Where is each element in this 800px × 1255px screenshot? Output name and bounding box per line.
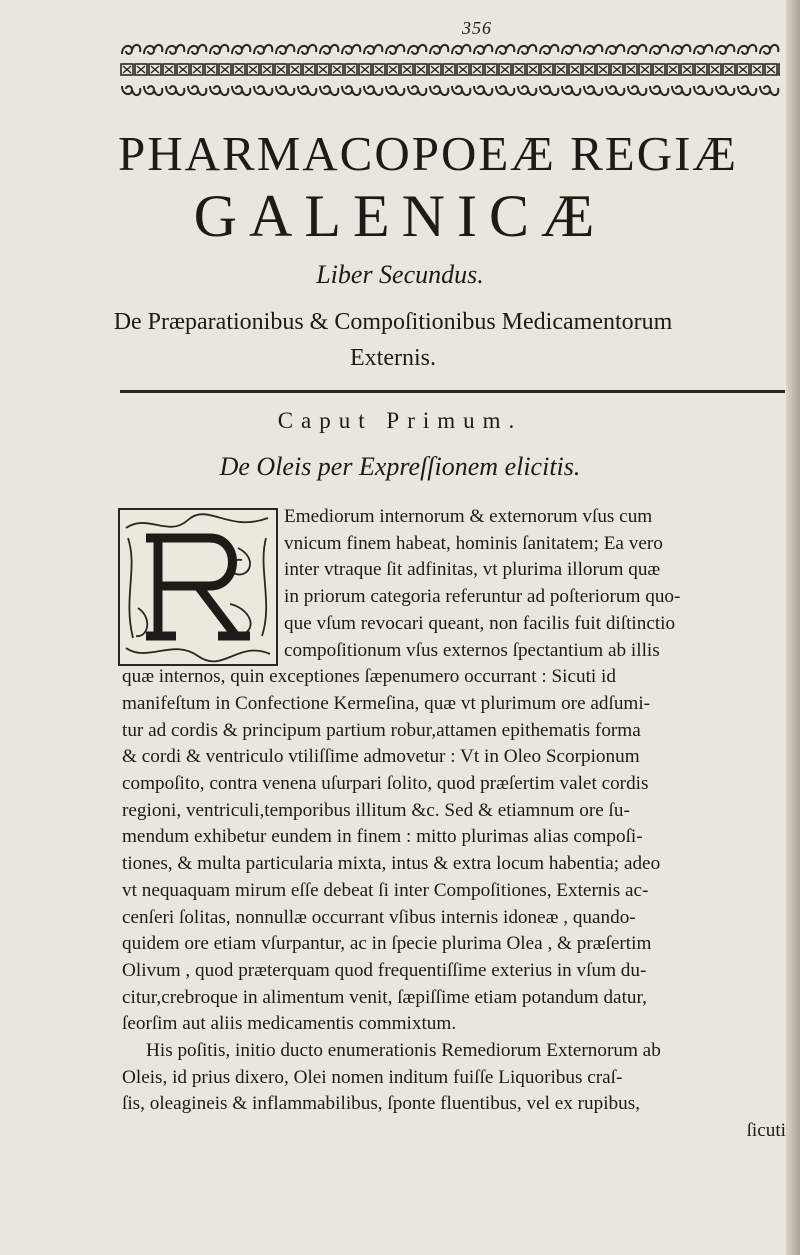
ornament-band-top bbox=[120, 40, 780, 60]
divider-rule bbox=[120, 390, 785, 393]
text-line: compoſito, contra venena uſurpari ſolito, quod præſertim valet cordis bbox=[122, 773, 649, 795]
catchword: ſicuti bbox=[746, 1120, 786, 1142]
text-line: ſeorſim aut aliis medicamentis commixtum. bbox=[122, 1013, 457, 1035]
text-line: ſis, oleagineis & inflammabilibus, ſponte fluentibus, vel ex rupibus, bbox=[122, 1093, 640, 1115]
text-line: & cordi & ventriculo vtiliſſime admovetur : Vt in Oleo Scorpionum bbox=[122, 746, 640, 768]
text-line: compoſitionum vſus externos ſpectantium ab illis bbox=[284, 639, 660, 661]
text-line: tiones, & multa particularia mixta, intus & extra locum habentia; adeo bbox=[122, 853, 661, 875]
title-line-1: PHARMACOPOEÆ REGIÆ bbox=[118, 126, 739, 181]
subtitle-line: Externis. bbox=[350, 345, 436, 371]
body-text bbox=[122, 504, 792, 1145]
ornament-band-bottom bbox=[120, 80, 780, 100]
text-line: Oleis, id prius dixero, Olei nomen inditum fuiſſe Liquoribus craſ- bbox=[122, 1066, 623, 1088]
text-line: tur ad cordis & principum partium robur,attamen epithematis forma bbox=[122, 719, 641, 741]
text-line: inter vtraque ſit adfinitas, vt plurima illorum quæ bbox=[284, 559, 661, 581]
text-line: mendum exhibetur eundem in finem : mitto plurimas alias compoſi- bbox=[122, 826, 643, 848]
ornament-band-middle bbox=[120, 63, 780, 76]
text-line: vt nequaquam mirum eſſe debeat ſi inter Compoſitiones, Externis ac- bbox=[122, 879, 649, 901]
text-line: Emediorum internorum & externorum vſus cum bbox=[284, 506, 653, 527]
text-line: His poſitis, initio ducto enumerationis Remediorum Externorum ab bbox=[146, 1040, 661, 1062]
title-line-2: GALENICÆ bbox=[193, 183, 607, 249]
chapter-heading: De Oleis per Expreſſionem elicitis. bbox=[219, 452, 581, 481]
subtitle bbox=[0, 304, 786, 376]
text-line: Olivum , quod præterquam quod frequentiſſime exterius in vſum du- bbox=[122, 959, 647, 981]
text-line: quæ internos, quin exceptiones ſæpenumero occurrant : Sicuti id bbox=[122, 666, 616, 688]
text-line: citur,crebroque in alimentum venit, ſæpiſſime etiam potandum datur, bbox=[122, 986, 647, 1008]
text-line: quidem ore etiam vſurpantur, ac in ſpecie plurima Olea , & præſertim bbox=[122, 933, 652, 955]
text-line: que vſum revocari queant, non facilis fuit diſtinctio bbox=[284, 612, 676, 634]
text-line: manifeſtum in Confectione Kermeſina, quæ vt plurimum ore adſumi- bbox=[122, 692, 651, 714]
text-line: cenſeri ſolitas, nonnullæ occurrant vſibus internis idoneæ , quando- bbox=[122, 906, 636, 928]
subtitle-line: De Præparationibus & Compoſitionibus Medicamentorum bbox=[113, 309, 673, 335]
text-line: vnicum finem habeat, hominis ſanitatem; Ea vero bbox=[284, 532, 663, 554]
page-number: 356 bbox=[462, 18, 492, 38]
book-number: Liber Secundus. bbox=[316, 260, 484, 289]
chapter-label: Caput Primum. bbox=[277, 408, 523, 433]
text-line: in priorum categoria referuntur ad poſteriorum quo- bbox=[284, 586, 681, 608]
text-line: regioni, ventriculi,temporibus illitum &c. Sed & etiamnum ore ſu- bbox=[122, 799, 630, 821]
